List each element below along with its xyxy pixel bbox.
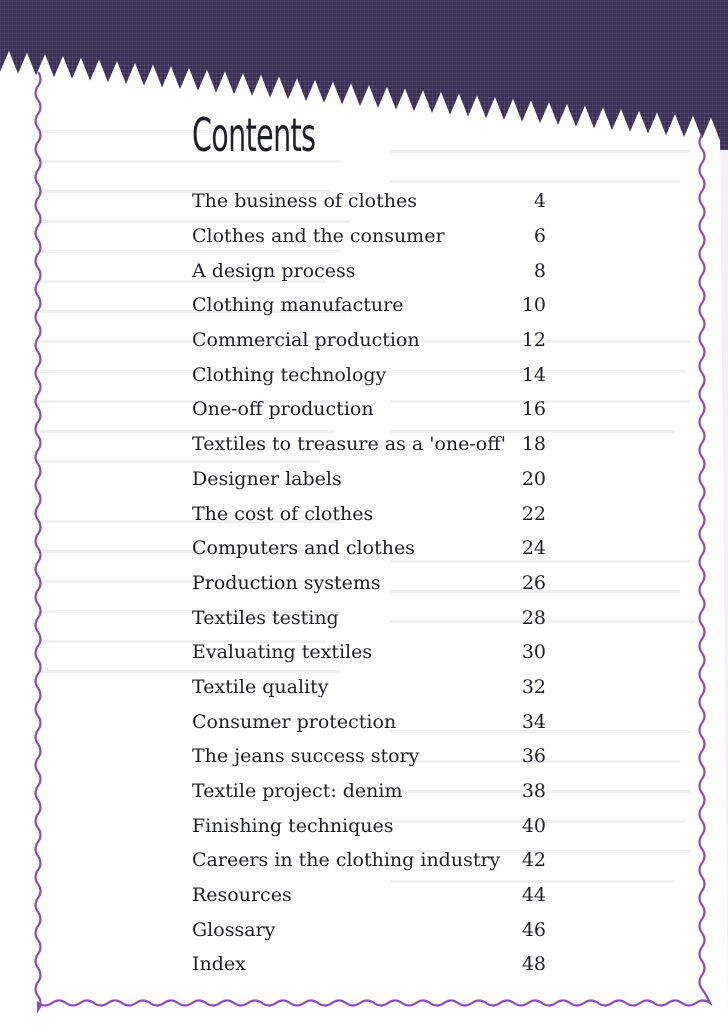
toc-entry-page-number: 4 bbox=[533, 190, 546, 213]
toc-entry-page-number: 46 bbox=[521, 918, 546, 941]
toc-entry-page-number: 20 bbox=[521, 467, 546, 490]
toc-entry bbox=[192, 600, 550, 635]
toc-entry-page-number: 30 bbox=[521, 641, 546, 664]
toc-entry-page-number: 26 bbox=[521, 571, 546, 594]
toc-entry-title: Clothing technology bbox=[192, 363, 387, 386]
toc-entry bbox=[192, 635, 550, 670]
toc-entry-title: Textiles testing bbox=[192, 606, 339, 629]
toc-entry-title: Resources bbox=[192, 884, 292, 907]
toc-entry bbox=[192, 566, 550, 601]
toc-entry-page-number: 12 bbox=[521, 329, 546, 352]
toc-entry-title: One-off production bbox=[192, 398, 374, 421]
toc-entry-title: Commercial production bbox=[192, 329, 420, 352]
toc-entry bbox=[192, 184, 550, 219]
toc-entry bbox=[192, 427, 550, 462]
toc-entry bbox=[192, 739, 550, 774]
toc-entry-page-number: 6 bbox=[533, 225, 546, 248]
toc-entry bbox=[192, 253, 550, 288]
toc-entry-title: Textiles to treasure as a 'one-off' bbox=[192, 433, 506, 456]
toc-entry bbox=[192, 288, 550, 323]
toc-entry-page-number: 32 bbox=[521, 675, 546, 698]
toc-entry bbox=[192, 912, 550, 947]
toc-entry-page-number: 40 bbox=[521, 814, 546, 837]
toc-entry-title: Finishing techniques bbox=[192, 814, 394, 837]
toc-entry-title: Computers and clothes bbox=[192, 537, 415, 560]
toc-entry bbox=[192, 392, 550, 427]
toc-entry-page-number: 42 bbox=[521, 849, 546, 872]
toc-entry-title: Glossary bbox=[192, 918, 276, 941]
toc-entry bbox=[192, 357, 550, 392]
toc-entry-page-number: 22 bbox=[521, 502, 546, 525]
toc-entry bbox=[192, 496, 550, 531]
toc-entry bbox=[192, 462, 550, 497]
toc-entry bbox=[192, 219, 550, 254]
toc-entry-page-number: 16 bbox=[521, 398, 546, 421]
toc-entry bbox=[192, 670, 550, 705]
toc-entry-page-number: 38 bbox=[521, 780, 546, 803]
toc-entry bbox=[192, 531, 550, 566]
toc-entry-title: The cost of clothes bbox=[192, 502, 374, 525]
toc-entry-page-number: 14 bbox=[521, 363, 546, 386]
toc-entry bbox=[192, 774, 550, 809]
toc-entry-page-number: 8 bbox=[533, 259, 546, 282]
toc-entry bbox=[192, 323, 550, 358]
toc-entry bbox=[192, 947, 550, 982]
toc-entry bbox=[192, 808, 550, 843]
toc-entry-title: Clothes and the consumer bbox=[192, 225, 445, 248]
toc-entry-title: Designer labels bbox=[192, 467, 342, 490]
toc-entry-title: Index bbox=[192, 953, 246, 976]
toc-entry-title: Production systems bbox=[192, 571, 381, 594]
toc-entry bbox=[192, 843, 550, 878]
toc-entry-title: Evaluating textiles bbox=[192, 641, 373, 664]
toc-entry-page-number: 34 bbox=[521, 710, 546, 733]
toc-entry-title: Textile project: denim bbox=[192, 780, 403, 803]
toc-entry-title: A design process bbox=[192, 259, 356, 282]
toc-entry-page-number: 44 bbox=[521, 884, 546, 907]
toc-entry-page-number: 28 bbox=[521, 606, 546, 629]
toc-entry-title: Clothing manufacture bbox=[192, 294, 404, 317]
toc-entry-page-number: 48 bbox=[521, 953, 546, 976]
page-title: Contents bbox=[192, 108, 316, 162]
toc-entry-page-number: 10 bbox=[521, 294, 546, 317]
toc-entry-page-number: 18 bbox=[521, 433, 546, 456]
toc-entry-page-number: 24 bbox=[521, 537, 546, 560]
toc-entry-title: The jeans success story bbox=[192, 745, 420, 768]
toc-entry-title: Consumer protection bbox=[192, 710, 397, 733]
toc-entry-title: Careers in the clothing industry bbox=[192, 849, 501, 872]
contents-list bbox=[192, 184, 550, 982]
toc-entry-title: The business of clothes bbox=[192, 190, 417, 213]
toc-entry bbox=[192, 878, 550, 913]
toc-entry bbox=[192, 704, 550, 739]
toc-entry-title: Textile quality bbox=[192, 675, 329, 698]
toc-entry-page-number: 36 bbox=[521, 745, 546, 768]
